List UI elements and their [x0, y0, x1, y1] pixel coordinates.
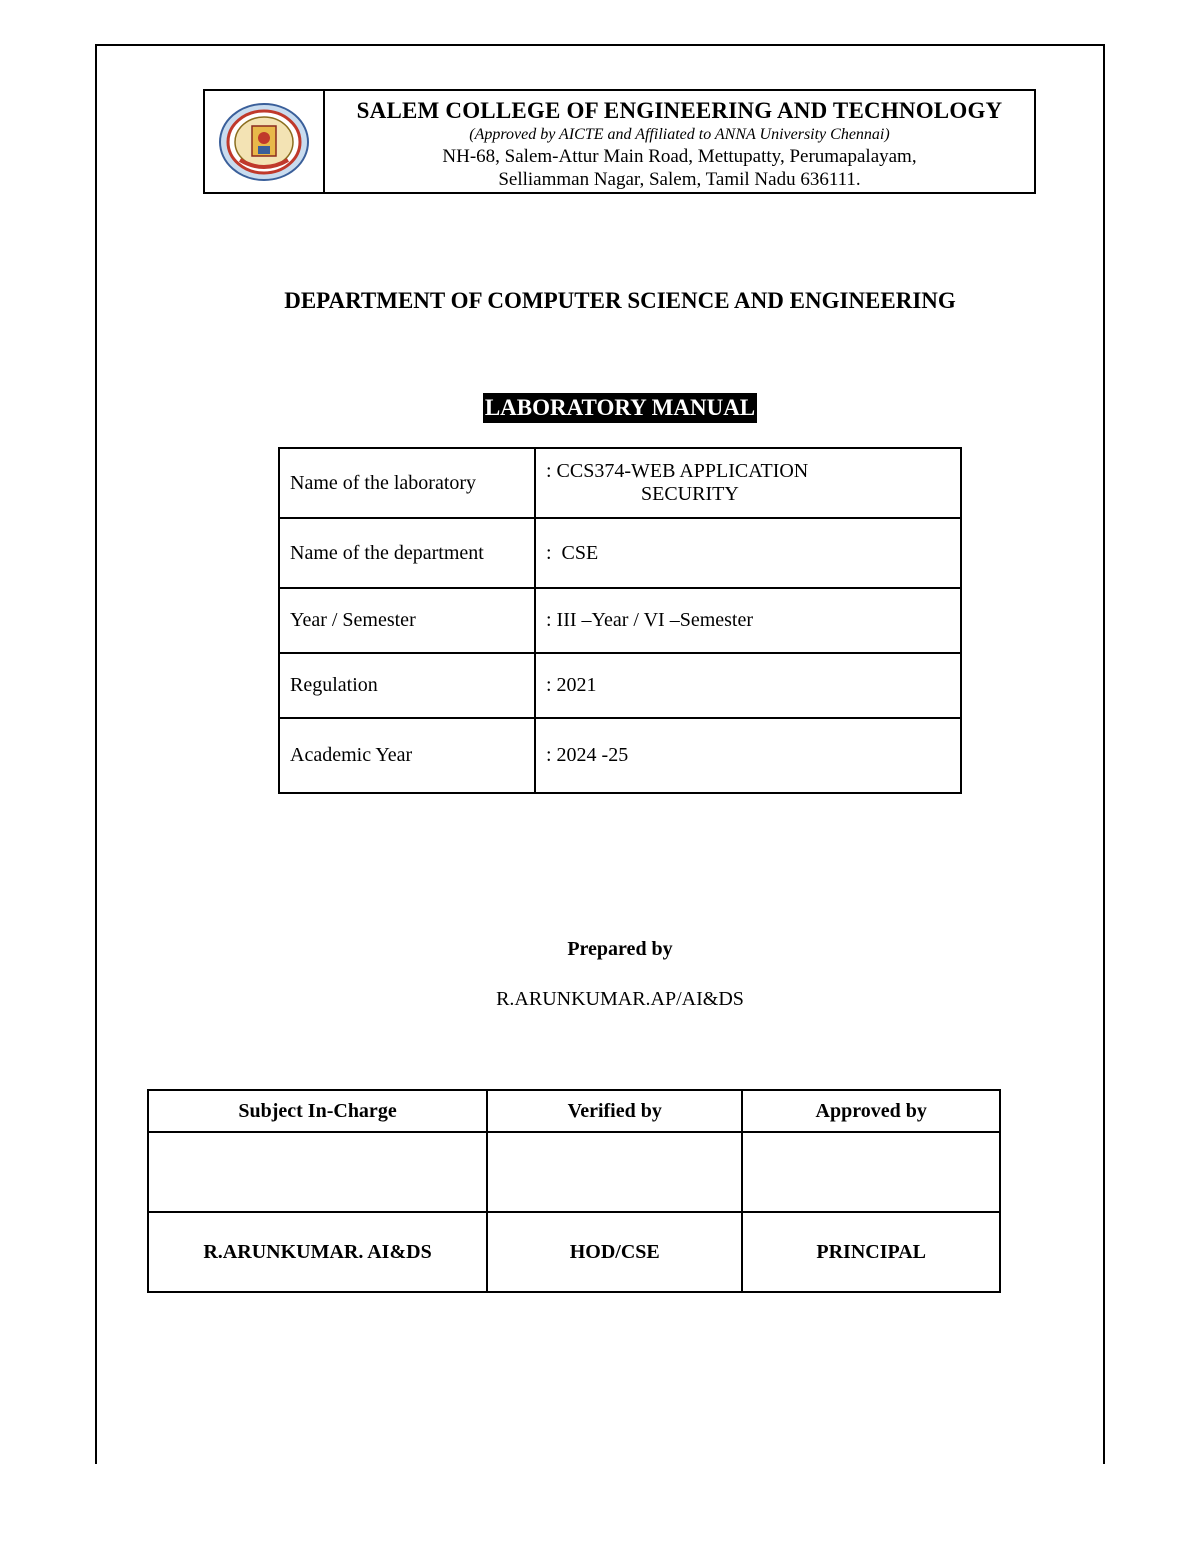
dept-name-label: Name of the department: [279, 518, 535, 588]
lab-name-label: Name of the laboratory: [279, 448, 535, 518]
signature-table: [147, 1089, 1001, 1293]
department-title: DEPARTMENT OF COMPUTER SCIENCE AND ENGINEERING: [284, 288, 956, 313]
manual-title-wrap: [0, 393, 1200, 423]
approval-text: (Approved by AICTE and Affiliated to ANNA University Chennai): [469, 126, 890, 143]
table-row: [148, 1090, 1000, 1132]
college-name: SALEM COLLEGE OF ENGINEERING AND TECHNOLOGY: [356, 98, 1003, 123]
regulation-value: : 2021: [535, 653, 961, 718]
academic-year-value: : 2024 -25: [535, 718, 961, 793]
year-semester-value: : III –Year / VI –Semester: [535, 588, 961, 653]
prepared-by-label: Prepared by: [567, 938, 673, 960]
table-row: [279, 588, 961, 653]
subject-incharge-header: Subject In-Charge: [148, 1090, 487, 1132]
prepared-by-name: R.ARUNKUMAR.AP/AI&DS: [496, 988, 744, 1010]
dept-name-value: : CSE: [535, 518, 961, 588]
college-header: [203, 89, 1036, 194]
lab-name-value-line2: SECURITY: [641, 483, 739, 505]
table-row: [279, 718, 961, 793]
signature-space: [742, 1132, 1000, 1212]
approver-name: PRINCIPAL: [742, 1212, 1000, 1292]
table-row: [279, 518, 961, 588]
subject-incharge-name: R.ARUNKUMAR. AI&DS: [148, 1212, 487, 1292]
logo-cell: [205, 91, 325, 192]
table-row: [279, 448, 961, 518]
signature-space: [148, 1132, 487, 1212]
manual-title: LABORATORY MANUAL: [483, 393, 757, 423]
signature-blank-row: [148, 1132, 1000, 1212]
address-line-2: Selliamman Nagar, Salem, Tamil Nadu 636111.: [498, 169, 861, 190]
signature-space: [487, 1132, 742, 1212]
college-seal-icon: [218, 102, 310, 182]
address-line-1: NH-68, Salem-Attur Main Road, Mettupatty, Perumapalayam,: [442, 146, 917, 167]
verifier-name: HOD/CSE: [487, 1212, 742, 1292]
verified-by-header: Verified by: [487, 1090, 742, 1132]
lab-name-value-line1: : CCS374-WEB APPLICATION: [546, 460, 809, 482]
table-row: [148, 1212, 1000, 1292]
academic-year-label: Academic Year: [279, 718, 535, 793]
year-semester-label: Year / Semester: [279, 588, 535, 653]
college-info: [325, 91, 1034, 192]
table-row: [279, 653, 961, 718]
lab-info-table: [278, 447, 962, 794]
approved-by-header: Approved by: [742, 1090, 1000, 1132]
lab-name-value: [535, 448, 961, 518]
regulation-label: Regulation: [279, 653, 535, 718]
